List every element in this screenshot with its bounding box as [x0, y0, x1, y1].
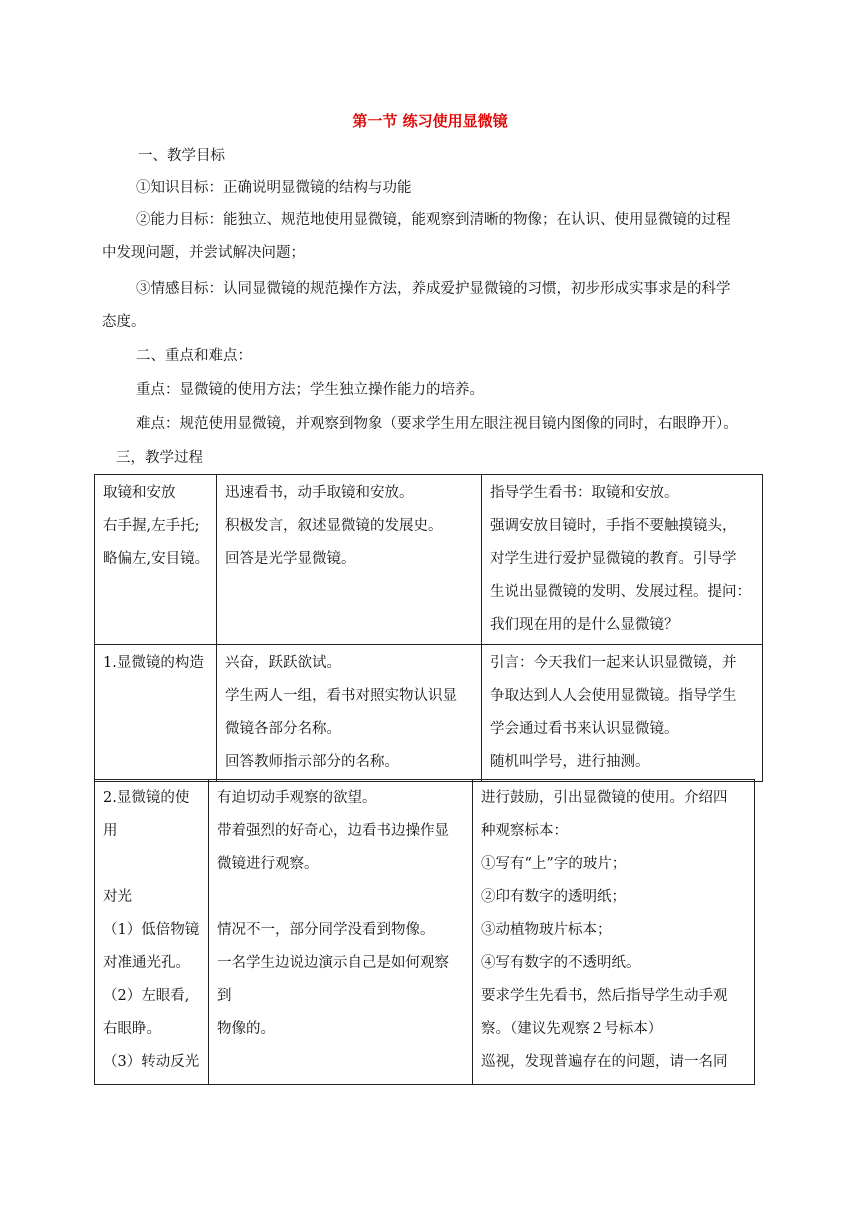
cell-line: 物像的。 — [217, 1021, 275, 1037]
cell-line: 我们现在用的是什么显微镜？ — [490, 617, 679, 633]
table-row — [95, 645, 763, 782]
cell-line: 微镜各部分名称。 — [225, 721, 341, 737]
cell-line: 迅速看书，动手取镜和安放。 — [225, 485, 414, 501]
cell-line: ④写有数字的不透明纸。 — [481, 955, 641, 971]
table-cell — [482, 645, 763, 782]
cell-line: 情况不一，部分同学没看到物像。 — [217, 922, 435, 938]
cell-line: 带着强烈的好奇心，边看书边操作显 — [217, 823, 449, 839]
table-cell — [217, 475, 482, 645]
cell-line: 右眼睁。 — [103, 1021, 161, 1037]
ability-objective-line2: 中发现问题，并尝试解决问题； — [102, 245, 305, 261]
cell-line: 回答是光学显微镜。 — [225, 551, 356, 567]
table-cell — [473, 780, 755, 1085]
cell-line: 对学生进行爱护显微镜的教育。引导学 — [490, 551, 737, 567]
cell-line: 积极发言，叙述显微镜的发展史。 — [225, 518, 443, 534]
cell-line: （1）低倍物镜 — [103, 922, 200, 938]
cell-line: 指导学生看书：取镜和安放。 — [490, 485, 679, 501]
cell-line: 学会通过看书来认识显微镜。 — [490, 721, 679, 737]
blank-line — [103, 848, 202, 881]
emotion-objective-line2: 态度。 — [102, 314, 146, 330]
cell-line: （2）左眼看, — [103, 988, 190, 1004]
cell-line: 生说出显微镜的发明、发展过程。提问： — [490, 584, 751, 600]
process-table-top — [94, 474, 763, 782]
cell-line: 要求学生先看书，然后指导学生动手观 — [481, 988, 728, 1004]
page-title: 第一节 练习使用显微镜 — [352, 112, 508, 130]
table-cell — [95, 645, 217, 782]
cell-line: 学生两人一组，看书对照实物认识显 — [225, 688, 457, 704]
cell-line: ③动植物玻片标本； — [481, 922, 612, 938]
cell-line: ①写有“上”字的玻片； — [481, 856, 627, 872]
cell-line: 一名学生边说边演示自己是如何观察 — [217, 955, 449, 971]
cell-line: 争取达到人人会使用显微镜。指导学生 — [490, 688, 737, 704]
knowledge-objective: ①知识目标：正确说明显微镜的结构与功能 — [136, 180, 412, 196]
cell-line: 回答教师指示部分的名称。 — [225, 754, 399, 770]
cell-line: 随机叫学号，进行抽测。 — [490, 754, 650, 770]
table-cell — [95, 475, 217, 645]
cell-line: 有迫切动手观察的欲望。 — [217, 790, 377, 806]
emotion-objective-line1: ③情感目标：认同显微镜的规范操作方法，养成爱护显微镜的习惯，初步形成实事求是的科学 — [136, 281, 731, 297]
table-cell — [217, 645, 482, 782]
cell-line: 引言：今天我们一起来认识显微镜，并 — [490, 655, 737, 671]
table-cell — [95, 780, 209, 1085]
cell-line: 对准通光孔。 — [103, 955, 190, 971]
cell-line: 对光 — [103, 889, 132, 905]
table-cell — [482, 475, 763, 645]
cell-line: 进行鼓励，引出显微镜的使用。介绍四 — [481, 790, 728, 806]
cell-line: 巡视，发现普遍存在的问题，请一名同 — [481, 1054, 728, 1070]
cell-line: 1.显微镜的构造 — [103, 655, 204, 671]
difficult-point: 难点：规范使用显微镜，并观察到物象（要求学生用左眼注视目镜内图像的同时，右眼睁开）。 — [136, 416, 738, 432]
cell-line: 2.显微镜的使 — [103, 790, 190, 806]
process-heading: 三，教学过程 — [116, 450, 203, 466]
cell-line: 微镜进行观察。 — [217, 856, 319, 872]
table-row — [95, 475, 763, 645]
cell-line: 到 — [217, 988, 232, 1004]
cell-line: 取镜和安放 — [103, 485, 176, 501]
blank-line — [217, 881, 466, 914]
cell-line: 略偏左,安目镜。 — [103, 551, 210, 567]
cell-line: 种观察标本： — [481, 823, 568, 839]
cell-line: 兴奋，跃跃欲试。 — [225, 655, 341, 671]
key-point: 重点：显微镜的使用方法；学生独立操作能力的培养。 — [136, 382, 484, 398]
objectives-heading: 一、教学目标 — [138, 148, 225, 164]
process-table-bottom — [94, 779, 755, 1085]
cell-line: 右手握,左手托; — [103, 518, 200, 534]
key-heading: 二、重点和难点： — [136, 348, 252, 364]
cell-line: ②印有数字的透明纸； — [481, 889, 626, 905]
cell-line: 强调安放目镜时，手指不要触摸镜头， — [490, 518, 737, 534]
cell-line: 用 — [103, 823, 118, 839]
table-cell — [209, 780, 473, 1085]
table-row — [95, 780, 755, 1085]
cell-line: 察。（建议先观察２号标本） — [481, 1021, 663, 1037]
ability-objective-line1: ②能力目标：能独立、规范地使用显微镜，能观察到清晰的物像；在认识、使用显微镜的过程 — [136, 212, 731, 228]
cell-line: （3）转动反光 — [103, 1054, 200, 1070]
